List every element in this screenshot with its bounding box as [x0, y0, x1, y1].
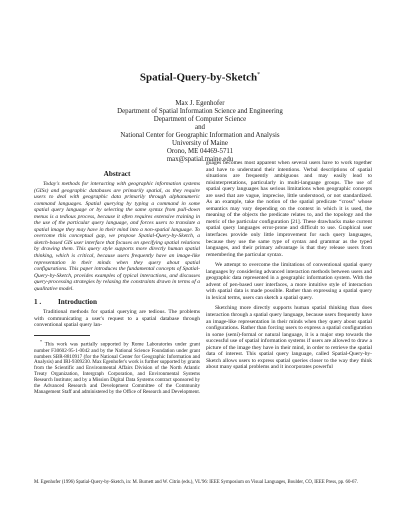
footnote-text: This work was partially supported by Rome Laboratories under grant number F30602-95-1-0042 and by the National Science Foundation under grant numbers SBR-8810917 (for the National Center for Geographic Information and Analysis) and IRI-9309230. Max Egenhofer's work is further supported by grants from the Scientific and Environmental Affairs Division of the North Atlantic Treaty Organization, Intergraph Corporation, and Environmental Systems Research Institute; and by a Mission Digital Data Systems contract sponsored by the Advanced Research and Development Committee of the Community Management Staff and administered by the Office of Research and Development.: [34, 341, 201, 396]
left-column: [34, 170, 200, 396]
author-email: max@spatial.maine.edu: [166, 156, 234, 163]
paper-title: [0, 69, 400, 85]
section-heading: [34, 298, 200, 307]
footnote: [34, 339, 200, 396]
affiliation-line: Department of Spatial Information Science and Engineering: [117, 108, 283, 115]
section-title: Introduction: [58, 298, 98, 307]
footnote-divider: [34, 335, 90, 336]
affiliation-line: Department of Computer Science: [153, 116, 247, 123]
intro-paragraph: Traditional methods for spatial querying are tedious. The problems with communicating a user's request to a spatial database through conventional spatial query lan-: [34, 309, 200, 329]
title-footnote-marker: *: [257, 72, 261, 78]
citation-reference: M. Egenhofer (1996) Spatial-Query-by-Sketch, in: M. Burnett and W. Citrin (eds.), VL'96: IEEE Symposium on Visual Languages, Boulder, CO, IEEE Press, pp. 60-67.: [34, 480, 358, 485]
affiliation-line: University of Maine: [172, 140, 228, 147]
abstract-heading: Abstract: [103, 170, 131, 178]
body-paragraph: Sketching more directly supports human spatial thinking than does interaction through a spatial query language, because users frequently have an image-like representation in their minds when they query about spatial configurations. Rather than forcing users to express a spatial configuration in some (semi)-formal or natural language, it is a major step towards the successful use of spatial information systems if users are allowed to draw a picture of the image they have in their mind, in order to retrieve the spatial data of interest. This spatial query language, called Spatial-Query-by-Sketch allows users to express spatial queries closer to the way they think about many spatial problems and it incorporates powerful: [206, 305, 372, 371]
author-name: Max J. Egenhofer: [175, 100, 225, 107]
affiliation-line: Orono, ME 04469-5711: [166, 148, 234, 155]
affiliation-line: and: [195, 124, 205, 131]
body-paragraph: guages becomes most apparent when several users have to work together and have to understand their intentions. Verbal descriptions of spatial situations are frequently ambiguous and may easily lead to misinterpretations, particularly in multi-language groups. The use of spatial query languages has serious limitations when geographic concepts are used that are vague, imprecise, little understood, or not standardized. As an example, take the notion of the spatial predicate “cross” whose semantics may vary depending on the context in which it is used, the meaning of the objects the predicate relates to, and the topology and the metric of the particular configuration [21]. These drawbacks make current spatial query languages error-prone and difficult to use. Graphical user interfaces provide only little improvement for such query languages, because they use the same type of syntax and grammar as the typed languages, and their primary advantage is that they release users from remembering the particular syntax.: [206, 160, 372, 258]
title-text: Spatial-Query-by-Sketch: [139, 71, 258, 84]
affiliation-line: National Center for Geographic Information and Analysis: [120, 132, 280, 139]
section-number: 1 .: [34, 298, 42, 307]
author-block: [0, 100, 400, 164]
right-column: [206, 160, 372, 375]
footnote-marker: *: [40, 338, 42, 344]
abstract-text: Today's methods for interacting with geographic information systems (GISs) and geographic databases are primarily spatial, as they require users to deal with geographic data primarily through alphanumeric command languages. Spatial querying by typing a command in some spatial query language or by selecting the same syntax from pull-down menus is a tedious process, because it often requires extensive training in the use of the particular query language, and forces users to translate a spatial image they may have in their mind into a non-spatial language. To overcome this conceptual gap, we propose Spatial-Query-by-Sketch, a sketch-based GIS user interface that focuses on specifying spatial relations by drawing them. This query style supports more directly human spatial thinking, which is critical, because users frequently have an image-like representation in their minds when they query about spatial configurations. This paper introduces the fundamental concepts of Spatial-Query-by-Sketch, provides examples of typical interactions, and discusses query-processing strategies by relaxing the constraints drawn in terms of a qualitative model.: [34, 181, 200, 292]
body-paragraph: We attempt to overcome the limitations of conventional spatial query languages by considering advanced interaction methods between users and geographic data represented in a geographic information system. With the advent of pen-based user interfaces, a more intuitive style of interaction with spatial data is made possible. Rather than expressing a spatial query in lexical terms, users can sketch a spatial query.: [206, 262, 372, 301]
